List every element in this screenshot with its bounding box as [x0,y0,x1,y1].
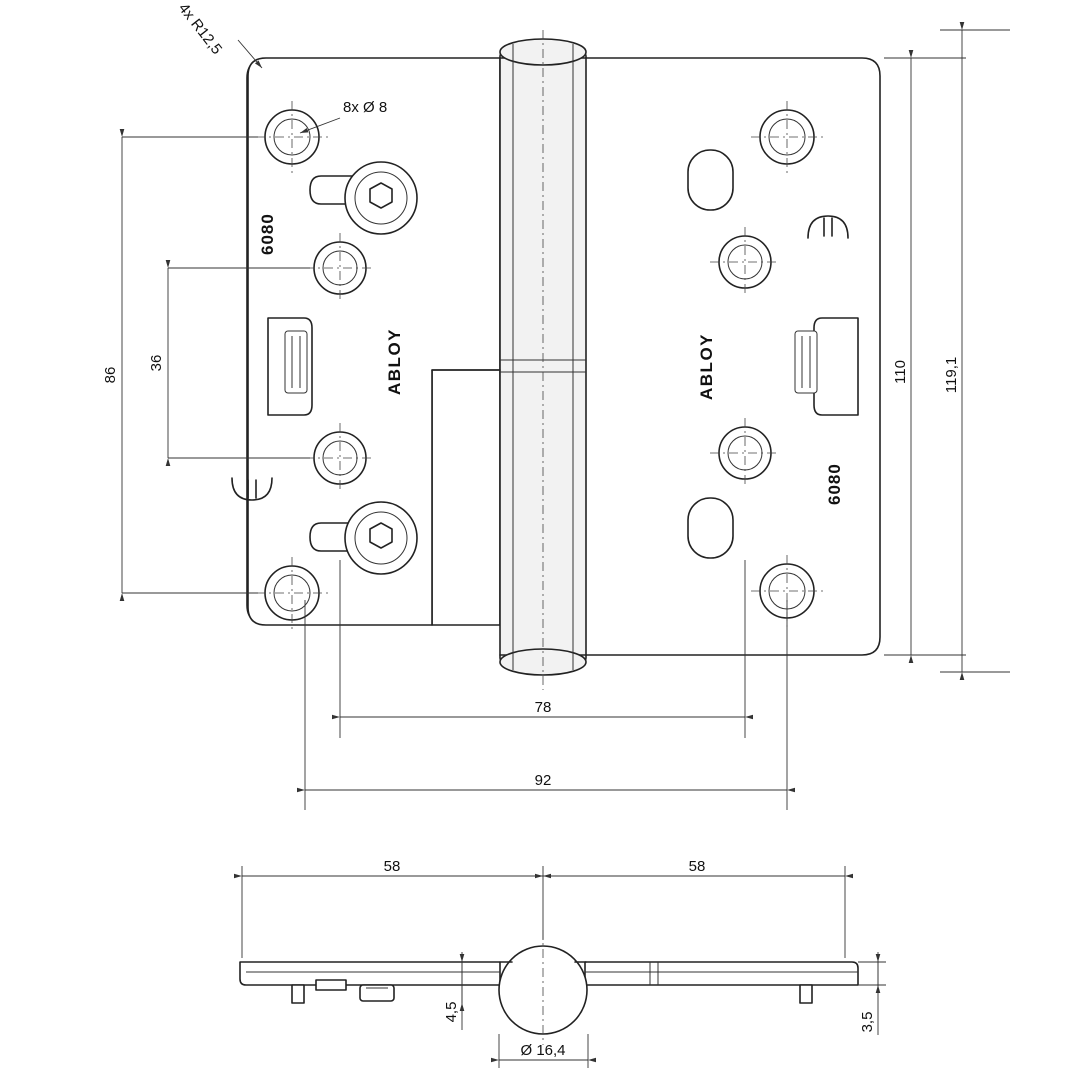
part-number-left: 6080 [258,213,277,255]
left-leaf-pocket [268,318,312,415]
radius-note-leader [175,0,262,68]
right-oval-slot-upper [688,150,733,210]
dimension-119-1 [940,30,1010,672]
hinge-knuckle [500,30,586,690]
dimension-diameter-16-4-text: Ø 16,4 [520,1042,566,1059]
dimension-3-5-text: 3,5 [859,1011,876,1033]
dimension-119-1-text: 119,1 [943,356,960,394]
dimension-110 [884,58,966,655]
dimension-86-text: 86 [102,366,119,384]
section-left-plate [240,962,500,1003]
brand-right: ABLOY [697,333,716,400]
dimension-110-text: 110 [892,360,909,384]
part-number-right: 6080 [825,463,844,505]
dimension-58-left-text: 58 [383,858,401,875]
section-knuckle-circle [499,930,587,1045]
front-view [102,0,1010,810]
dimension-58-right-text: 58 [688,858,706,875]
section-view [240,858,886,1068]
dimension-92-text: 92 [534,772,552,789]
dimension-4-5-text: 4,5 [443,1001,460,1023]
dimension-58-left [242,858,543,958]
right-oval-slot-lower [688,498,733,558]
dimension-58-right [543,858,845,958]
dimension-3-5 [858,952,886,1035]
dimension-78-text: 78 [534,699,552,716]
radius-note-text: 4x R12,5 [174,0,226,58]
dimension-36-text: 36 [148,354,165,372]
brand-left: ABLOY [385,328,404,395]
dimension-86 [102,137,258,593]
section-right-plate [585,962,858,1003]
hole-note-text: 8x Ø 8 [343,99,388,116]
dimension-diameter-16-4 [499,1034,588,1068]
